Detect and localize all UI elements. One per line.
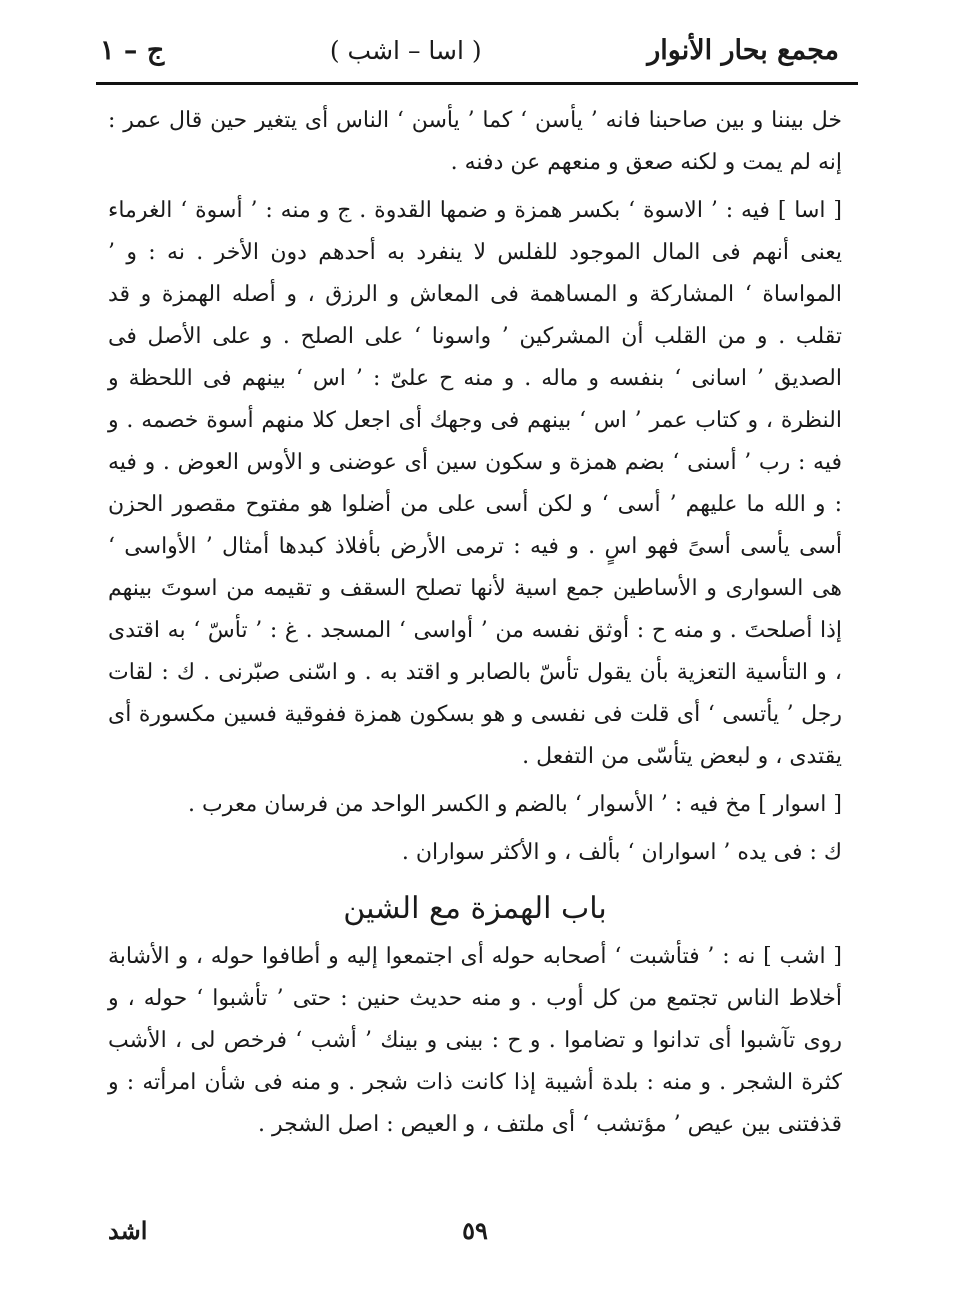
running-header [100, 28, 839, 72]
paragraph: [ اشب ] نه : ’ فتأشبت ‘ أصحابه حوله أى اجتمعوا إليه و أطافوا حوله ، و الأشابة أخلاط الناس تجتمع من كل أوب . و منه حديث حنين : حتى ’ تأشبوا ‘ حوله ، و روى تآشبوا أى تدانوا و تضاموا . و ح : بينى و بينك ’ أشب ‘ فرخص لى ، الأشب كثرة الشجر . و منه : بلدة أشيبة إذا كانت ذات شجر . و منه فى شأن امرأته : و قذفتنى بين عيص ’ مؤتشب ‘ أى ملتف ، و العيص : اصل الشجر . [108, 944, 842, 1137]
section-heading: باب الهمزة مع الشين [343, 891, 607, 926]
paragraph: خل بيننا و بين صاحبنا فانه ’ يأسن ‘ كما ’ يأسن ‘ الناس أى يتغير حين قال عمر : إنه لم يمت و لكنه صعق و منعهم عن دفنه . [108, 108, 842, 175]
paragraph: [ اسا ] فيه : ’ الاسوة ‘ بكسر همزة و ضمها القدوة . ج و منه : ’ أسوة ‘ الغرماء يعنى أنهم فى المال الموجود للفلس لا ينفرد به أحدهم دون الأخر . نه : و ’ المواساة ‘ المشاركة و المساهمة فى المعاش و الرزق ، و أصله الهمزة و قد تقلب . و من القلب أن المشركين ’ واسونا ‘ على الصلح . و على الأصل فى الصديق ’ اسانى ‘ بنفسه و ماله . و منه ح علىّ : ’ اس ‘ بينهم فى اللحظة و النظرة ، و كتاب عمر ’ اس ‘ بينهم فى وجهك أى اجعل كلا منهم أسوة خصمه . و فيه : رب ’ أسنى ‘ بضم همزة و سكون سين أى عوضنى و الأوس العوض . و فيه : و الله ما عليهم ’ أسى ‘ و لكن أسى على من أضلوا هو مفتوح مقصور الحزن أسى يأسى أسىً فهو اسٍ . و فيه : ترمى الأرض بأفلاذ كبدها أمثال ’ الأواسى ‘ هى السوارى و الأساطين جمع اسية لأنها تصلح السقف و تقيمه من اسوتَ بينهم إذا أصلحتَ . و منه ح : أوثق نفسه من ’ أواسى ‘ المسجد . غ : ’ تأسّ ‘ به اقتدى ، و التأسية التعزية بأن يقول تأسّ بالصابر و اقتد به . و اسّنى صبّرنى . ك : لقات رجل ’ يأتسى ‘ أى قلت فى نفسى و هو بسكون همزة ففوقية فسين مكسورة أى يقتدى ، و لبعض يتأسّى من التفعل . [108, 198, 842, 769]
catchword: اشد [108, 1215, 148, 1245]
page-footer [108, 1210, 842, 1250]
paragraph: ك : فى يده ’ اسواران ‘ بألف ، و الأكثر سواران . [401, 840, 842, 865]
page-number: ٥٩ [462, 1215, 488, 1245]
header-rule [96, 82, 858, 85]
volume-label: ج – ١ [100, 34, 165, 66]
book-title: مجمع بحار الأنوار [647, 34, 839, 66]
section-range: ( اسا – اشب ) [329, 35, 482, 65]
main-text [108, 100, 842, 1152]
paragraph: [ اسوار ] مخ فيه : ’ الأسوار ‘ بالضم و الكسر الواحد من فرسان معرب . [188, 792, 842, 817]
